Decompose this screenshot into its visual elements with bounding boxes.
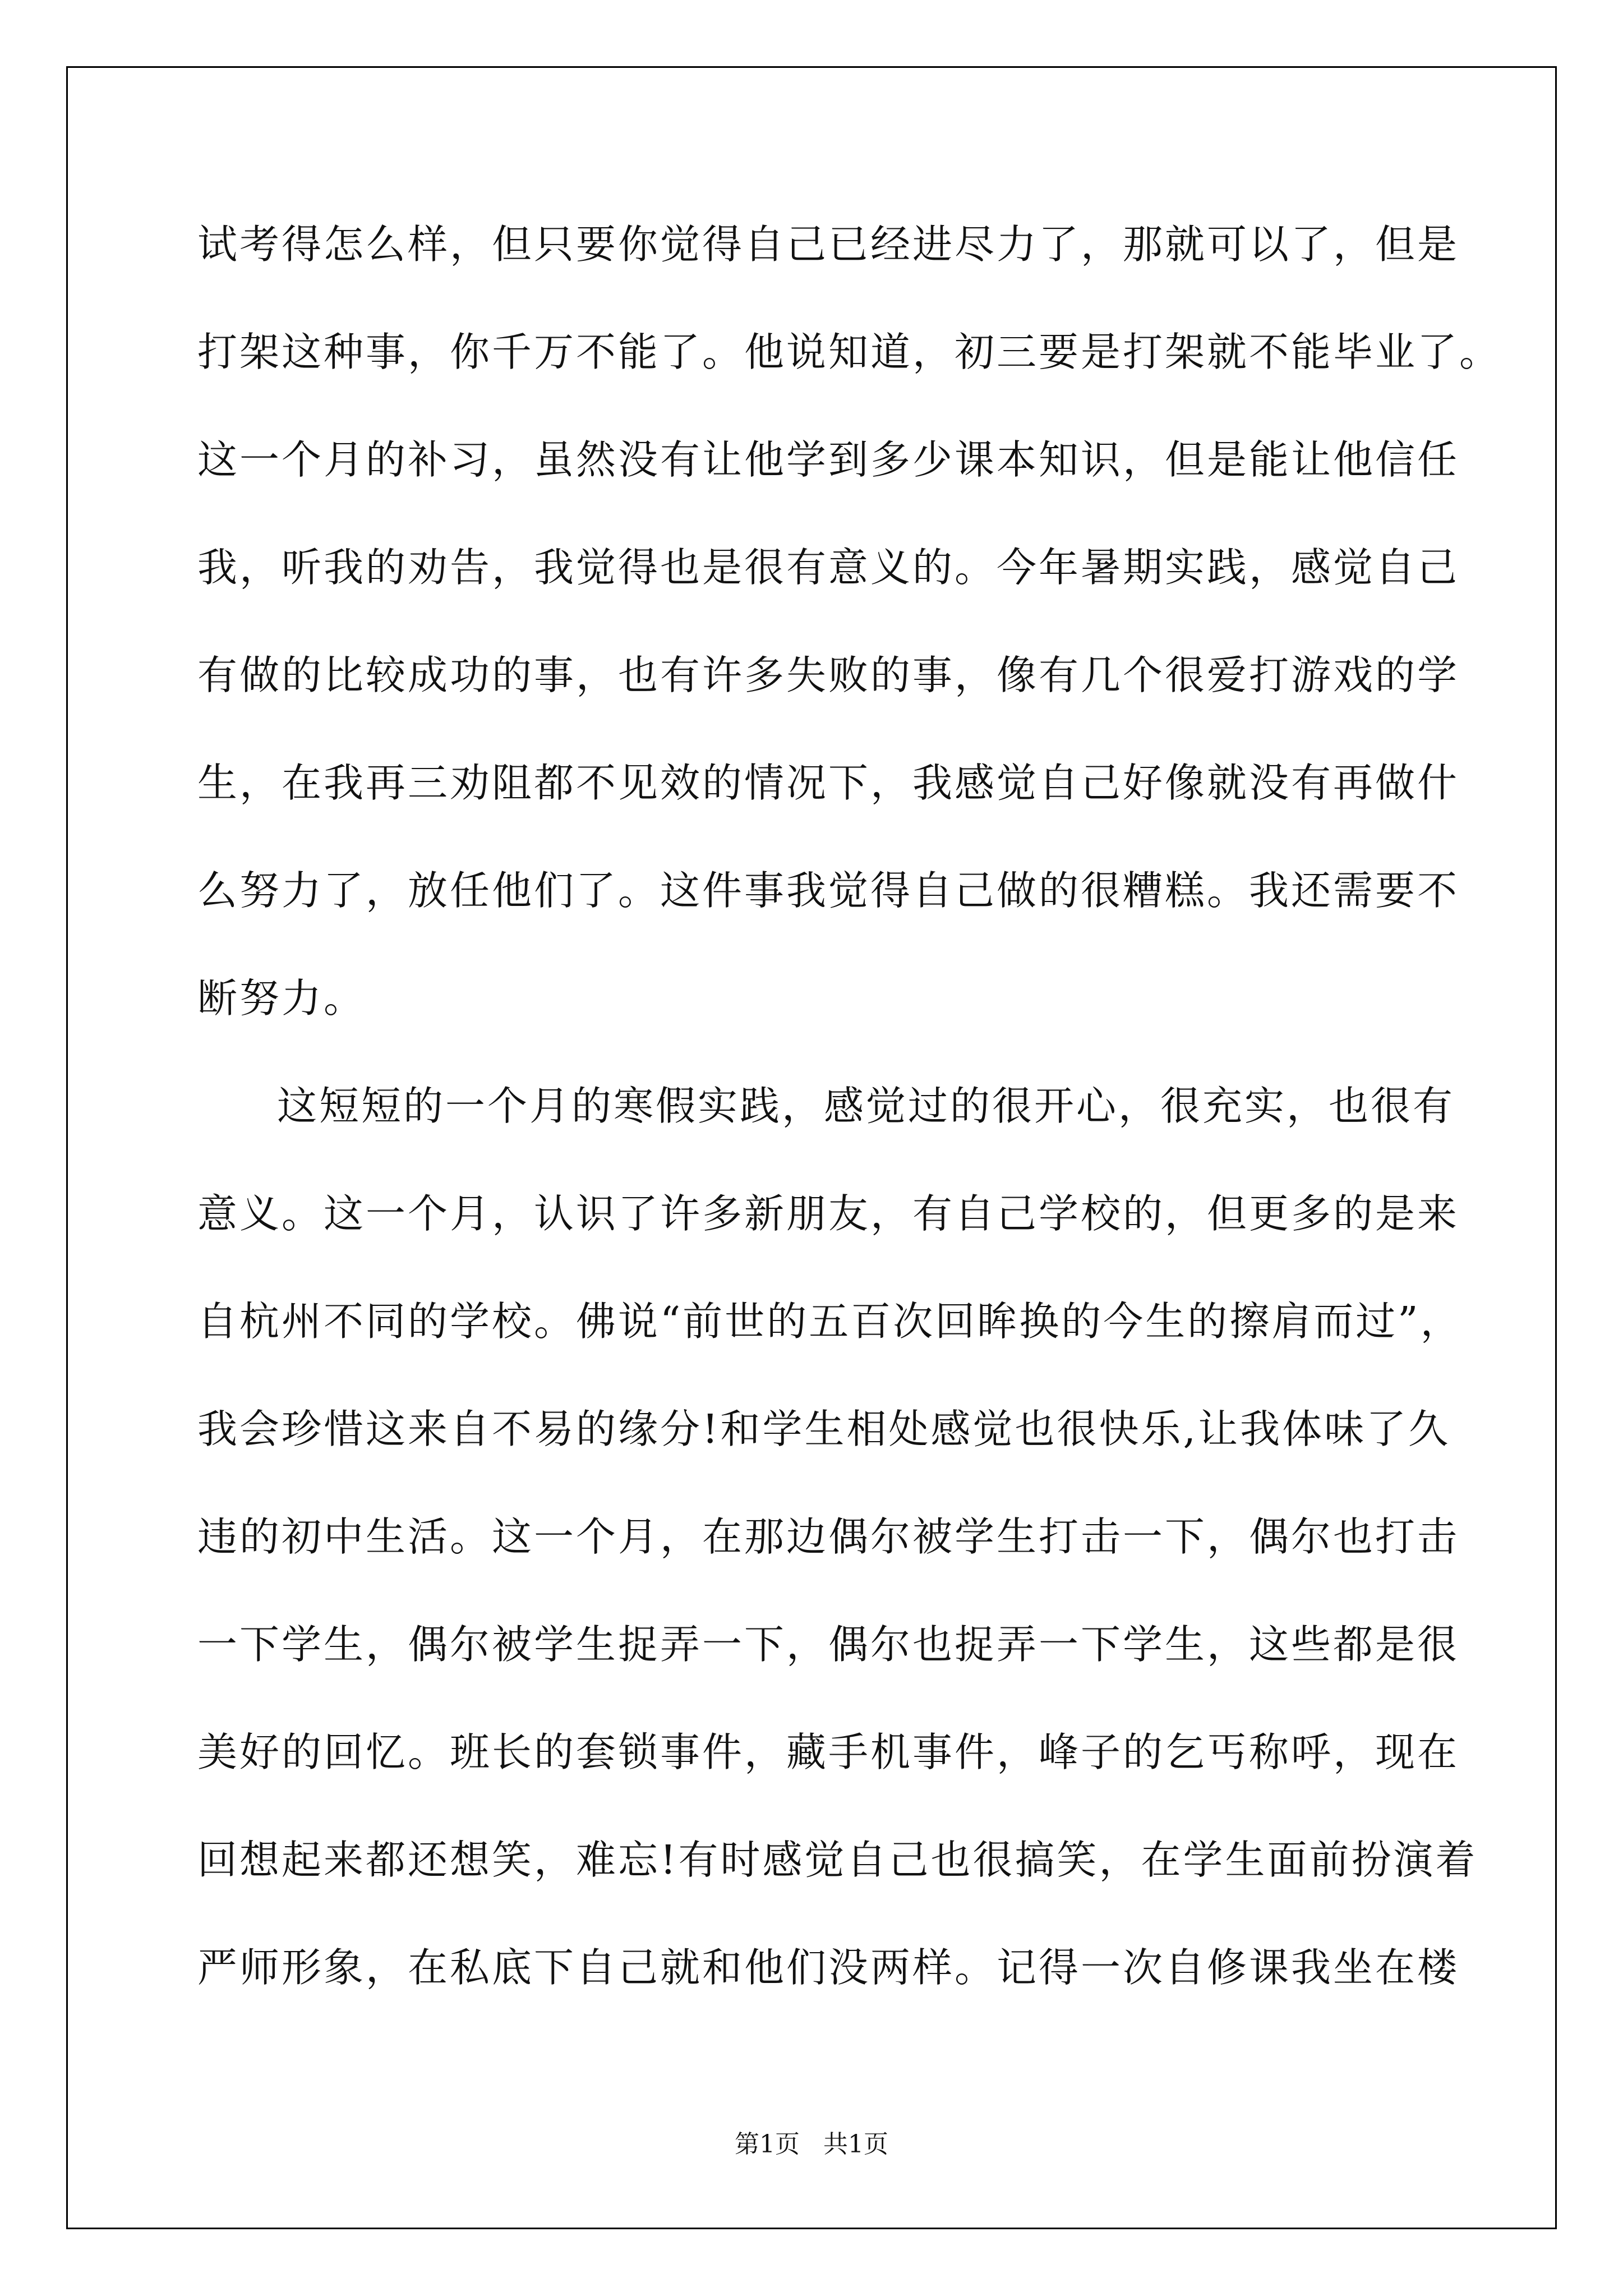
text-line: 严师形象，在私底下自己就和他们没两样。记得一次自修课我坐在楼 bbox=[197, 1944, 1460, 1991]
text-line: 试考得怎么样，但只要你觉得自己已经进尽力了，那就可以了，但是 bbox=[197, 221, 1460, 268]
text-line: 这一个月的补习，虽然没有让他学到多少课本知识，但是能让他信任 bbox=[197, 436, 1460, 483]
text-line: 我，听我的劝告，我觉得也是很有意义的。今年暑期实践，感觉自己 bbox=[197, 544, 1460, 591]
text-line: 回想起来都还想笑，难忘!有时感觉自己也很搞笑，在学生面前扮演着 bbox=[197, 1837, 1478, 1883]
text-line: 生，在我再三劝阻都不见效的情况下，我感觉自己好像就没有再做什 bbox=[197, 760, 1460, 806]
page-number-footer: 第1页 共1页 bbox=[735, 2130, 888, 2159]
text-line: 一下学生，偶尔被学生捉弄一下，偶尔也捉弄一下学生，这些都是很 bbox=[197, 1621, 1460, 1668]
paragraph-start-line: 这短短的一个月的寒假实践，感觉过的很开心，很充实，也很有 bbox=[277, 1083, 1455, 1129]
text-line: 有做的比较成功的事，也有许多失败的事，像有几个很爱打游戏的学 bbox=[197, 652, 1460, 698]
document-body bbox=[197, 191, 1502, 2022]
text-line: 自杭州不同的学校。佛说“前世的五百次回眸换的今生的擦肩而过”， bbox=[197, 1298, 1463, 1345]
text-line: 意义。这一个月，认识了许多新朋友，有自己学校的，但更多的是来 bbox=[197, 1190, 1460, 1237]
text-line: 我会珍惜这来自不易的缘分!和学生相处感觉也很快乐,让我体味了久 bbox=[197, 1406, 1451, 1452]
text-line: 么努力了，放任他们了。这件事我觉得自己做的很糟糕。我还需要不 bbox=[197, 867, 1460, 914]
text-line: 打架这种事，你千万不能了。他说知道，初三要是打架就不能毕业了。 bbox=[197, 329, 1502, 375]
text-line: 违的初中生活。这一个月，在那边偶尔被学生打击一下，偶尔也打击 bbox=[197, 1513, 1460, 1560]
text-line: 断努力。 bbox=[197, 975, 366, 1022]
text-line: 美好的回忆。班长的套锁事件，藏手机事件，峰子的乞丐称呼，现在 bbox=[197, 1729, 1460, 1775]
